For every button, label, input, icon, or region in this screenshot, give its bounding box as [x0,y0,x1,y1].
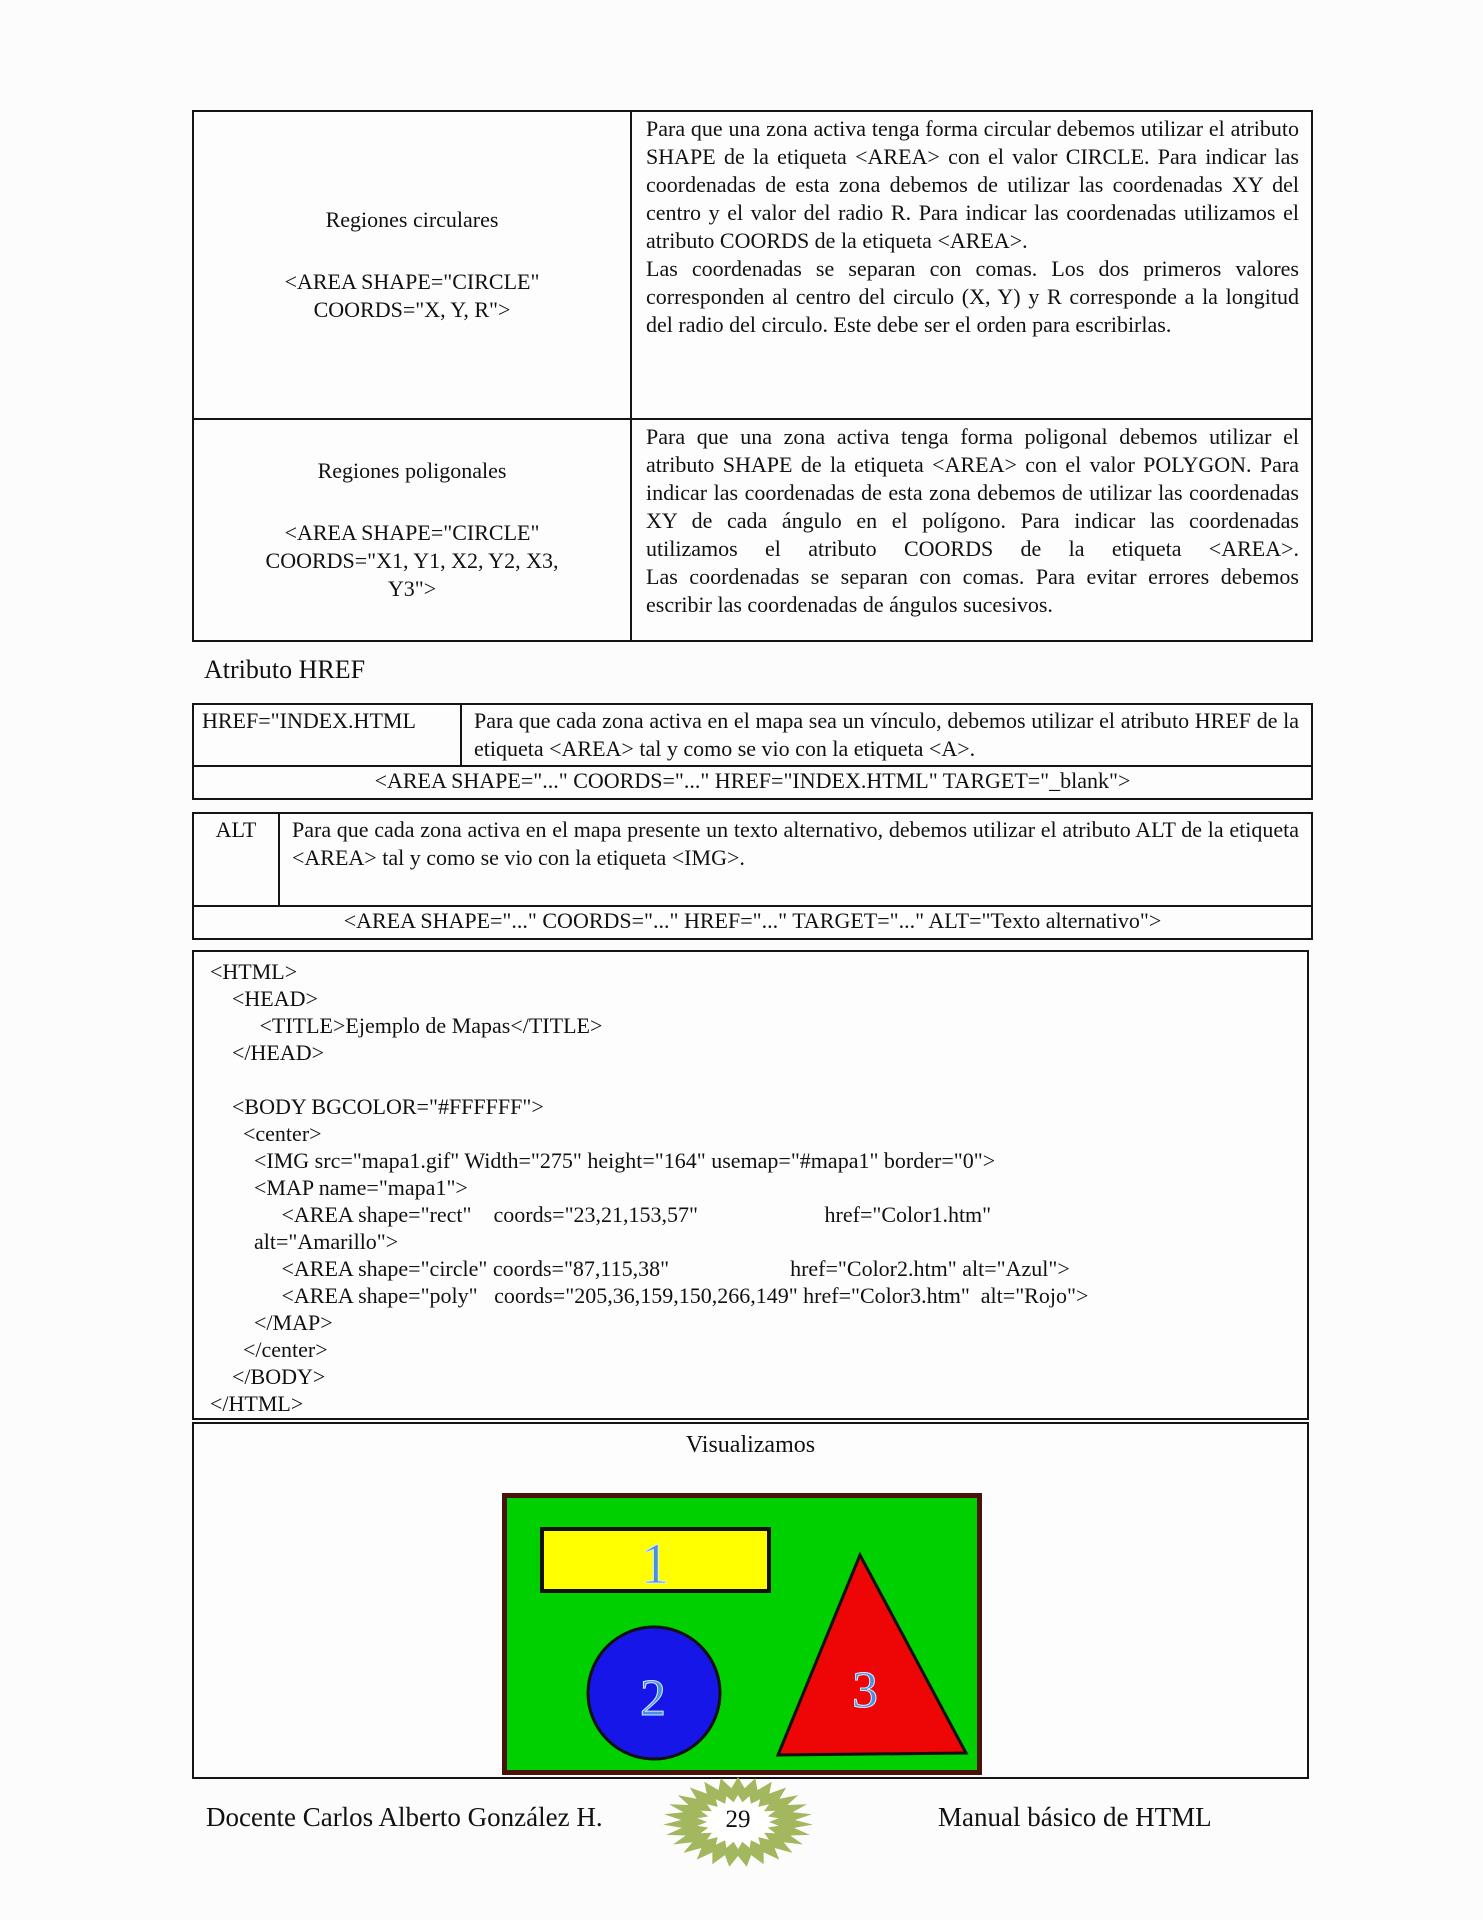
visualization-title: Visualizamos [685,1432,816,1458]
paragraph: Para que una zona activa tenga forma circular debemos utilizar el atributo SHAPE de la etiqueta <AREA> con el valor CIRCLE. Para indicar las coordenadas de esta zona debemos de utilizar las coordenadas XY del centro y el valor del radio R. Para indicar las coordenadas utilizamos el atributo COORDS de la etiqueta <AREA>. [646,116,1299,253]
alt-attr-cell: ALT [194,814,280,905]
code-line: </MAP> [210,1310,333,1335]
code-line: <center> [210,1121,322,1146]
paragraph: Las coordenadas se separan con comas. Los dos primeros valores corresponden al centro del circulo (X, Y) y R corresponde a la longitud del radio del circulo. Este debe ser el orden para escribirlas. [646,256,1299,337]
href-attr-cell: HREF="INDEX.HTML [194,705,462,765]
code-line: <TITLE>Ejemplo de Mapas</TITLE> [210,1013,603,1038]
region-title: Regiones poligonales [317,458,507,483]
code-line: </HEAD> [210,1040,325,1065]
footer-author: Docente Carlos Alberto González H. [206,1802,603,1832]
region-polygonal-cell [194,420,632,640]
table-row [194,112,1311,418]
paragraph: Las coordenadas se separan con comas. Para evitar errores debemos escribir las coordenadas de ángulos sucesivos. [646,564,1299,617]
code-line: <MAP name="mapa1"> [210,1175,468,1200]
code-line: </center> [210,1337,328,1362]
href-table [192,703,1313,800]
regions-table [192,110,1313,642]
region-title: Regiones circulares [325,207,499,232]
code-line: <HTML> [210,959,298,984]
code-line [210,1066,1307,1093]
code-line: <HEAD> [210,986,318,1011]
table-row [194,705,1311,765]
code-snippet-line: COORDS="X1, Y1, X2, Y2, X3, [265,548,559,573]
code-line: <IMG src="mapa1.gif" Width="275" height="164" usemap="#mapa1" border="0"> [210,1148,996,1173]
alt-syntax-row: <AREA SHAPE="..." COORDS="..." HREF="..." TARGET="..." ALT="Texto alternativo"> [194,905,1311,938]
table-row [194,814,1311,905]
code-line: <BODY BGCOLOR="#FFFFFF"> [210,1094,544,1119]
code-snippet-line: COORDS="X, Y, R"> [313,297,511,322]
code-line: alt="Amarillo"> [210,1229,399,1254]
code-line: <AREA shape="rect" coords="23,21,153,57" href="Color1.htm" [210,1202,992,1227]
alt-table [192,812,1313,940]
region-number-2: 2 [640,1670,666,1727]
image-map-preview [502,1493,982,1775]
alt-description: Para que cada zona activa en el mapa presente un texto alternativo, debemos utilizar el atributo ALT de la etiqueta <AREA> tal y como se vio con la etiqueta <IMG>. [292,817,1299,870]
code-snippet-line: Y3"> [387,576,437,601]
code-line: </BODY> [210,1364,326,1389]
code-line: <AREA shape="poly" coords="205,36,159,150,266,149" href="Color3.htm" alt="Rojo"> [210,1283,1089,1308]
code-example-box [192,950,1309,1420]
href-description: Para que cada zona activa en el mapa sea un vínculo, debemos utilizar el atributo HREF de la etiqueta <AREA> tal y como se vio con la etiqueta <A>. [474,708,1299,761]
footer-book-title: Manual básico de HTML [938,1802,1212,1832]
code-line: </HTML> [210,1391,304,1416]
region-polygonal-description [632,420,1311,640]
region-number-3: 3 [852,1662,878,1719]
code-line: <AREA shape="circle" coords="87,115,38" href="Color2.htm" alt="Azul"> [210,1256,1070,1281]
table-row [194,418,1311,640]
region-circular-description [632,112,1311,418]
code-snippet-line: <AREA SHAPE="CIRCLE" [284,520,540,545]
page-number: 29 [725,1806,751,1833]
code-snippet-line: <AREA SHAPE="CIRCLE" [284,269,540,294]
section-heading-href: Atributo HREF [204,655,366,684]
href-syntax-row: <AREA SHAPE="..." COORDS="..." HREF="INDEX.HTML" TARGET="_blank"> [194,765,1311,798]
region-number-1: 1 [640,1531,670,1596]
paragraph: Para que una zona activa tenga forma poligonal debemos utilizar el atributo SHAPE de la etiqueta <AREA> con el valor POLYGON. Para indicar las coordenadas de esta zona debemos de utilizar las coordenadas XY de cada ángulo en el polígono. Para indicar las coordenadas utilizamos el atributo COORDS de la etiqueta <AREA>. [646,424,1299,561]
region-circular-cell [194,112,632,418]
